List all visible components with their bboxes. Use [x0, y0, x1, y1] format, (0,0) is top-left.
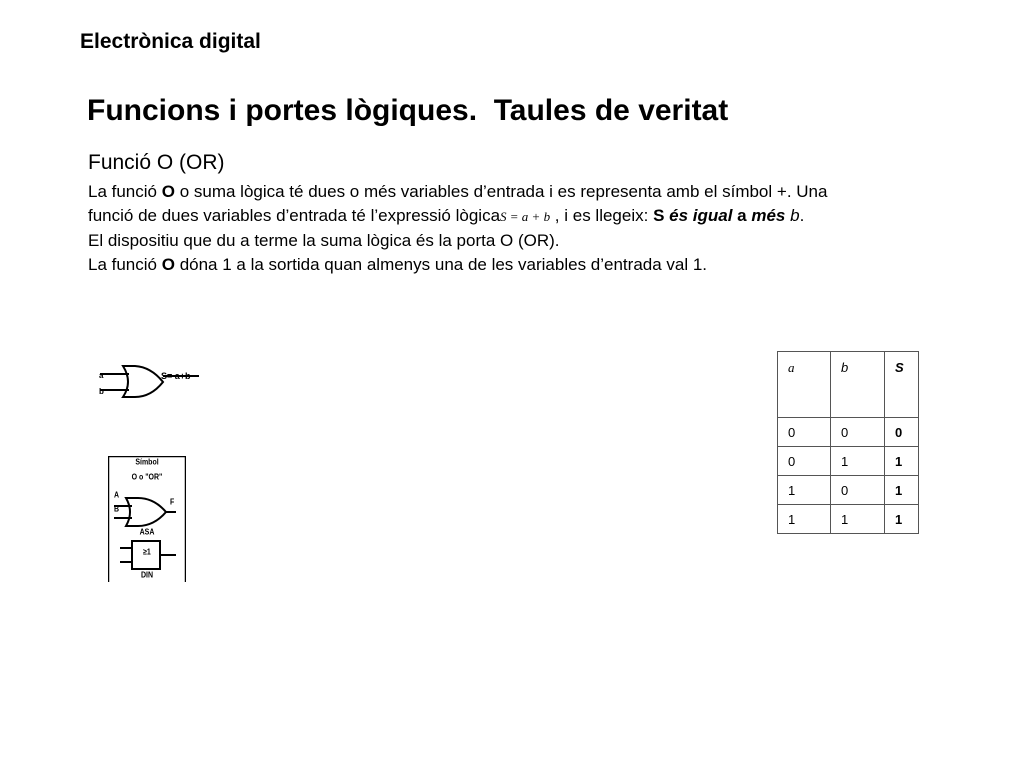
table-cell: 1	[778, 505, 831, 534]
table-cell: 1	[885, 476, 919, 505]
table-cell: 0	[831, 418, 885, 447]
paragraph-line-2	[88, 204, 988, 229]
symbol-standard-din: DIN	[140, 571, 154, 580]
table-cell: 0	[778, 418, 831, 447]
symbol-standard-asa: ASA	[139, 528, 155, 537]
paragraph-line-4	[88, 253, 988, 277]
italic-text: b	[785, 206, 800, 225]
text: La funció	[88, 182, 162, 201]
bold-text: O	[161, 182, 175, 201]
text: , i es llegeix:	[550, 206, 654, 225]
table-cell: 0	[885, 418, 919, 447]
math-expression: S = a + b	[500, 209, 551, 224]
page-title: Funcions i portes lògiques. Taules de veritat	[87, 94, 729, 127]
bold-text: a	[732, 206, 747, 225]
or-symbol-figure	[108, 456, 186, 582]
header-title: Electrònica digital	[80, 30, 261, 53]
table-row	[778, 447, 919, 476]
paragraph-line-1	[88, 180, 988, 204]
table-row	[778, 505, 919, 534]
or-gate-icon	[99, 360, 209, 400]
gate-output-label: S= a+b	[161, 371, 191, 381]
table-cell: 0	[831, 476, 885, 505]
symbol-title: Símbol	[135, 458, 159, 467]
table-row	[778, 418, 919, 447]
gate-input-b: b	[99, 387, 104, 396]
text: funció de dues variables d’entrada té l’expressió lògica	[88, 206, 501, 225]
table-cell: 1	[885, 447, 919, 476]
table-cell: 1	[831, 505, 885, 534]
header-cell: a	[778, 352, 831, 418]
paragraph-line-3: El dispositiu que du a terme la suma lògica és la porta O (OR).	[88, 231, 560, 250]
symbol-input-a: A	[114, 491, 120, 500]
symbol-box-label: ≥1	[143, 548, 151, 557]
text: o suma lògica té dues o més variables d’entrada i es representa amb el símbol +. Una	[174, 182, 828, 201]
table-cell: 1	[885, 505, 919, 534]
paragraph	[88, 180, 988, 277]
symbol-subtitle: O o "OR"	[131, 473, 163, 482]
gate-input-a: a	[99, 371, 104, 380]
table-cell: 1	[778, 476, 831, 505]
table-cell: 1	[831, 447, 885, 476]
text: La funció	[88, 255, 162, 274]
header-cell: b	[831, 352, 885, 418]
bold-text: O	[161, 255, 175, 274]
symbol-input-b: B	[114, 505, 120, 514]
truth-table	[777, 351, 919, 534]
bold-italic-text: és igual	[664, 206, 733, 225]
bold-text: S	[653, 206, 665, 225]
text: .	[799, 206, 805, 225]
text: dóna 1 a la sortida quan almenys una de les variables d’entrada val 1.	[174, 255, 708, 274]
truth-table-header	[778, 352, 919, 418]
symbol-output-f: F	[170, 498, 175, 507]
table-row	[778, 476, 919, 505]
bold-italic-text: més	[746, 206, 786, 225]
table-cell: 0	[778, 447, 831, 476]
section-subtitle: Funció O (OR)	[88, 151, 225, 174]
header-cell: S	[885, 352, 919, 418]
